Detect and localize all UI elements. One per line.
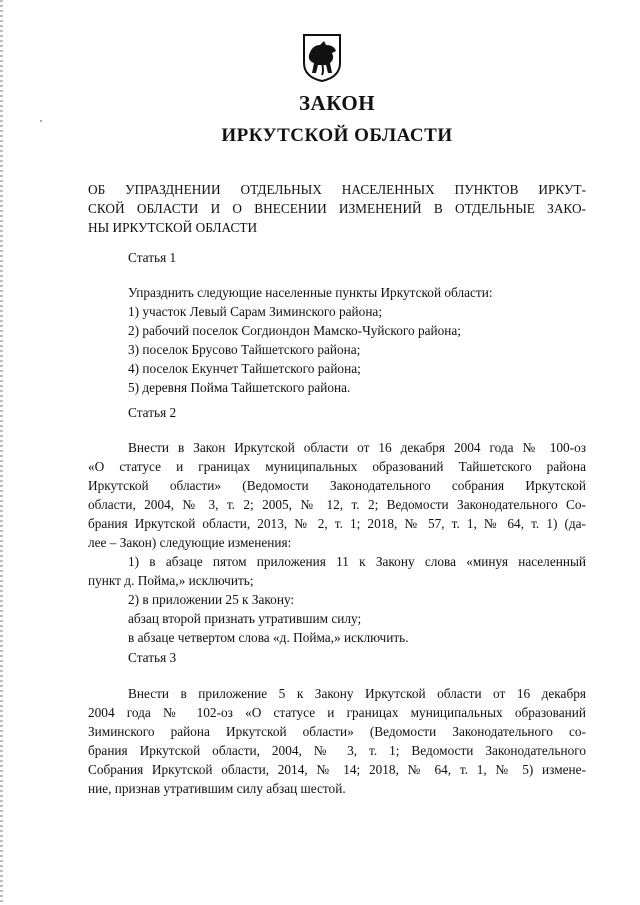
coat-of-arms-icon <box>302 33 342 83</box>
subtitle-line: ОБ УПРАЗДНЕНИИ ОТДЕЛЬНЫХ НАСЕЛЕННЫХ ПУНКТОВ ИРКУТ- <box>88 182 586 197</box>
document-title-law: ЗАКОН <box>298 91 376 115</box>
list-item: 1) в абзаце пятом приложения 11 к Закону слова «минуя населенный <box>128 554 586 569</box>
article-2-body <box>88 438 586 647</box>
list-item: пункт д. Пойма,» исключить; <box>88 573 254 588</box>
paragraph-line: брания Иркутской области, 2004, № 3, т. 1; Ведомости Законодательного <box>88 743 586 758</box>
scan-speck <box>40 120 42 122</box>
article-heading: Статья 2 <box>128 405 177 420</box>
list-item: 4) поселок Екунчет Тайшетского района; <box>128 361 361 376</box>
subtitle-line: СКОЙ ОБЛАСТИ И О ВНЕСЕНИИ ИЗМЕНЕНИЙ В ОТДЕЛЬНЫЕ ЗАКО- <box>88 201 586 216</box>
paragraph-line: лее – Закон) следующие изменения: <box>88 535 292 550</box>
article-heading: Статья 3 <box>128 650 177 665</box>
paragraph-line: 2004 года № 102-оз «О статусе и границах муниципальных образований <box>88 705 586 720</box>
article-3 <box>88 648 586 667</box>
list-item: абзац второй признать утратившим силу; <box>128 611 362 626</box>
article-1-body <box>88 283 586 397</box>
list-item: 2) в приложении 25 к Закону: <box>128 592 295 607</box>
paragraph-line: Иркутской области» (Ведомости Законодательного собрания Иркутской <box>88 478 586 493</box>
paragraph-line: ние, признав утратившим силу абзац шестой. <box>88 781 346 796</box>
paragraph-line: Зиминского района Иркутской области» (Ведомости Законодательного со- <box>88 724 586 739</box>
paragraph-line: Внести в Закон Иркутской области от 16 декабря 2004 года № 100-оз <box>128 440 586 455</box>
document-subtitle <box>88 180 586 237</box>
paragraph-line: Упразднить следующие населенные пункты Иркутской области: <box>128 285 493 300</box>
article-1 <box>88 248 586 267</box>
paragraph-line: Внести в приложение 5 к Закону Иркутской области от 16 декабря <box>128 686 586 701</box>
subtitle-line: НЫ ИРКУТСКОЙ ОБЛАСТИ <box>88 220 258 235</box>
list-item: 2) рабочий поселок Согдиондон Мамско-Чуйского района; <box>128 323 461 338</box>
paragraph-line: области, 2004, № 3, т. 2; 2005, № 12, т. 2; Ведомости Законодательного Со- <box>88 497 586 512</box>
document-title-region: ИРКУТСКОЙ ОБЛАСТИ <box>221 125 453 146</box>
paragraph-line: «О статусе и границах муниципальных образований Тайшетского района <box>88 459 586 474</box>
article-3-body <box>88 684 586 798</box>
list-item: в абзаце четвертом слова «д. Пойма,» исключить. <box>128 630 409 645</box>
list-item: 1) участок Левый Сарам Зиминского района; <box>128 304 383 319</box>
list-item: 5) деревня Пойма Тайшетского района. <box>128 380 351 395</box>
article-heading: Статья 1 <box>128 250 177 265</box>
paragraph-line: Собрания Иркутской области, 2014, № 14; 2018, № 64, т. 1, № 5) измене- <box>88 762 586 777</box>
list-item: 3) поселок Брусово Тайшетского района; <box>128 342 361 357</box>
paragraph-line: брания Иркутской области, 2013, № 2, т. 1; 2018, № 57, т. 1, № 64, т. 1) (да- <box>88 516 586 531</box>
article-2 <box>88 403 586 422</box>
scan-edge <box>0 0 3 905</box>
